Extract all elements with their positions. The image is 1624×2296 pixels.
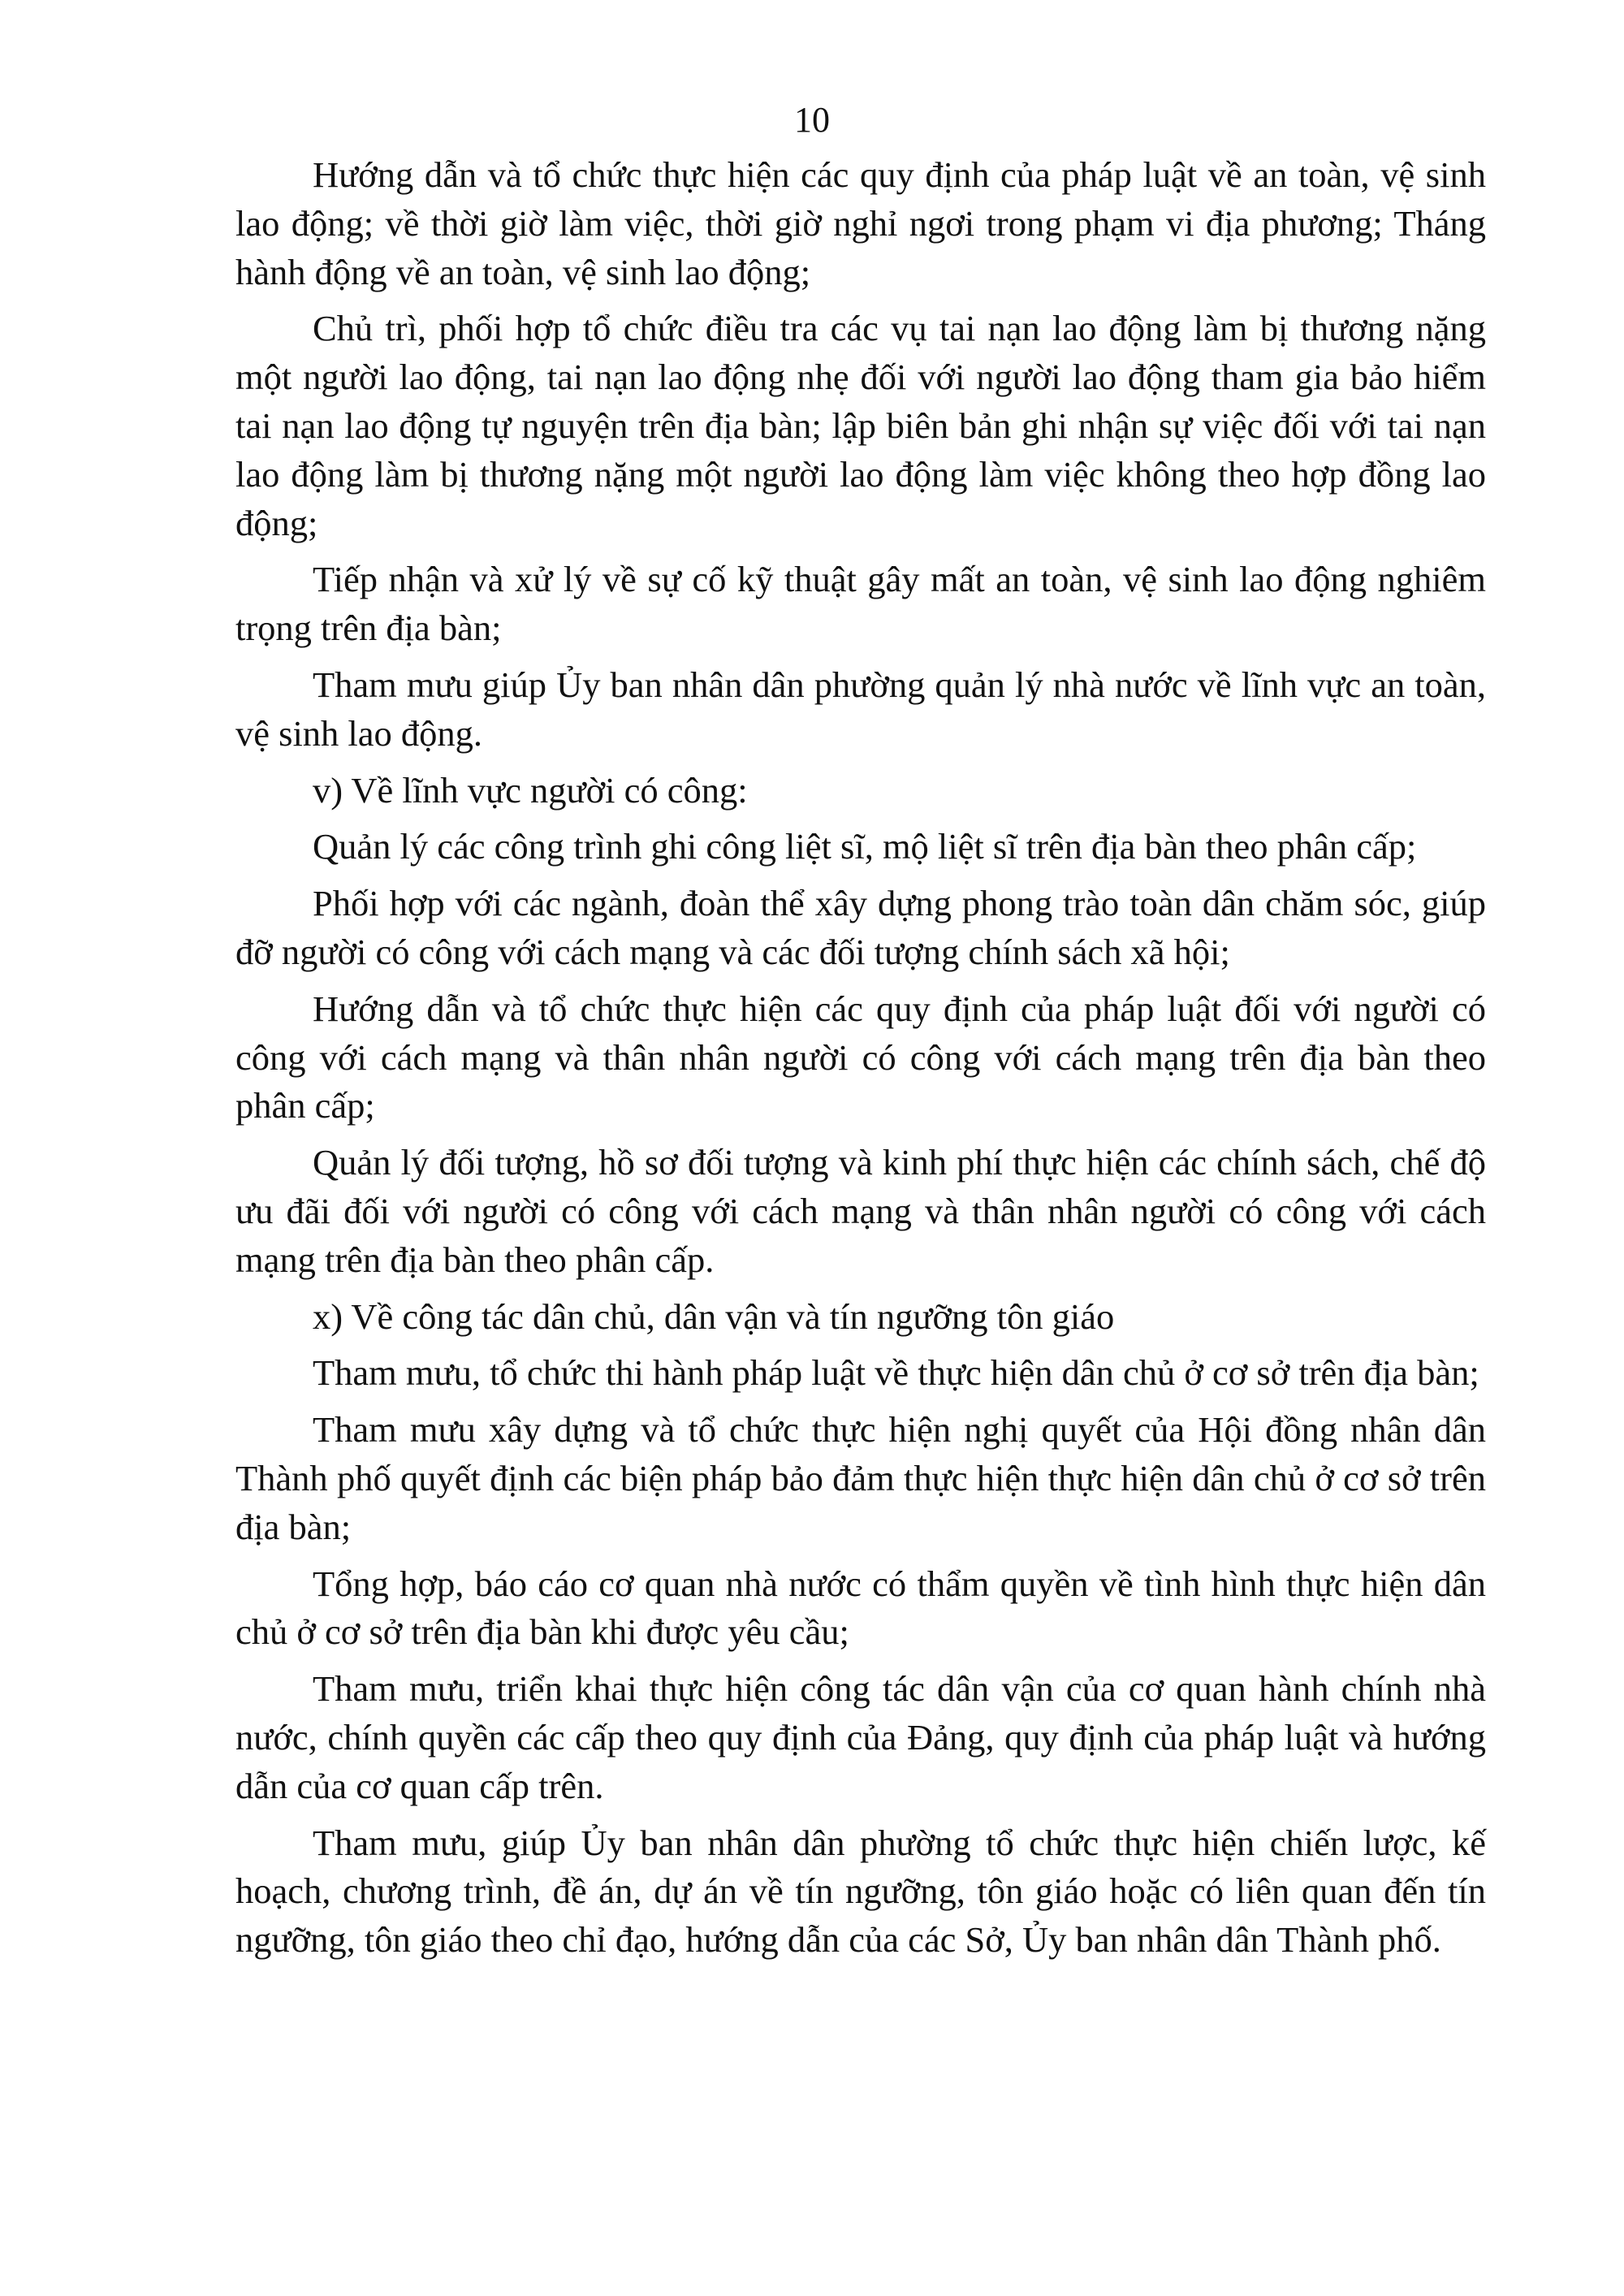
paragraph: Tham mưu, triển khai thực hiện công tác dân vận của cơ quan hành chính nhà nước, chính quyền các cấp theo quy định của Đảng, quy định của pháp luật và hướng dẫn của cơ quan cấp trên. <box>235 1668 1486 1806</box>
paragraph: Chủ trì, phối hợp tổ chức điều tra các vụ tai nạn lao động làm bị thương nặng một người lao động, tai nạn lao động nhẹ đối với người lao động tham gia bảo hiểm tai nạn lao động tự nguyện trên địa bàn; lập biên bản ghi nhận sự việc đối với tai nạn lao động làm bị thương nặng một người lao động làm việc không theo hợp đồng lao động; <box>235 308 1486 543</box>
paragraph: Hướng dẫn và tổ chức thực hiện các quy định của pháp luật đối với người có công với cách mạng và thân nhân người có công với cách mạng trên địa bàn theo phân cấp; <box>235 988 1486 1126</box>
document-body <box>235 151 1486 1973</box>
page-number: 10 <box>794 100 830 140</box>
paragraph: Phối hợp với các ngành, đoàn thể xây dựng phong trào toàn dân chăm sóc, giúp đỡ người có công với cách mạng và các đối tượng chính sách xã hội; <box>235 883 1486 972</box>
paragraph: Tham mưu, giúp Ủy ban nhân dân phường tổ chức thực hiện chiến lược, kế hoạch, chương trình, đề án, dự án về tín ngưỡng, tôn giáo hoặc có liên quan đến tín ngưỡng, tôn giáo theo chỉ đạo, hướng dẫn của các Sở, Ủy ban nhân dân Thành phố. <box>235 1822 1486 1961</box>
paragraph: Hướng dẫn và tổ chức thực hiện các quy định của pháp luật về an toàn, vệ sinh lao động; về thời giờ làm việc, thời giờ nghỉ ngơi trong phạm vi địa phương; Tháng hành động về an toàn, vệ sinh lao động; <box>235 154 1486 292</box>
section-heading: v) Về lĩnh vực người có công: <box>313 769 748 811</box>
paragraph: Tham mưu, tổ chức thi hành pháp luật về thực hiện dân chủ ở cơ sở trên địa bàn; <box>313 1352 1479 1394</box>
paragraph: Tiếp nhận và xử lý về sự cố kỹ thuật gây mất an toàn, vệ sinh lao động nghiêm trọng trên địa bàn; <box>235 559 1486 649</box>
paragraph: Tham mưu xây dựng và tổ chức thực hiện nghị quyết của Hội đồng nhân dân Thành phố quyết định các biện pháp bảo đảm thực hiện thực hiện dân chủ ở cơ sở trên địa bàn; <box>235 1409 1486 1547</box>
section-heading: x) Về công tác dân chủ, dân vận và tín ngưỡng tôn giáo <box>313 1295 1115 1337</box>
paragraph: Tham mưu giúp Ủy ban nhân dân phường quản lý nhà nước về lĩnh vực an toàn, vệ sinh lao động. <box>235 664 1486 754</box>
paragraph: Quản lý các công trình ghi công liệt sĩ, mộ liệt sĩ trên địa bàn theo phân cấp; <box>313 826 1417 867</box>
paragraph: Quản lý đối tượng, hồ sơ đối tượng và kinh phí thực hiện các chính sách, chế độ ưu đãi đối với người có công với cách mạng và thân nhân người có công với cách mạng trên địa bàn theo phân cấp. <box>235 1142 1486 1280</box>
paragraph: Tổng hợp, báo cáo cơ quan nhà nước có thẩm quyền về tình hình thực hiện dân chủ ở cơ sở trên địa bàn khi được yêu cầu; <box>235 1563 1486 1653</box>
